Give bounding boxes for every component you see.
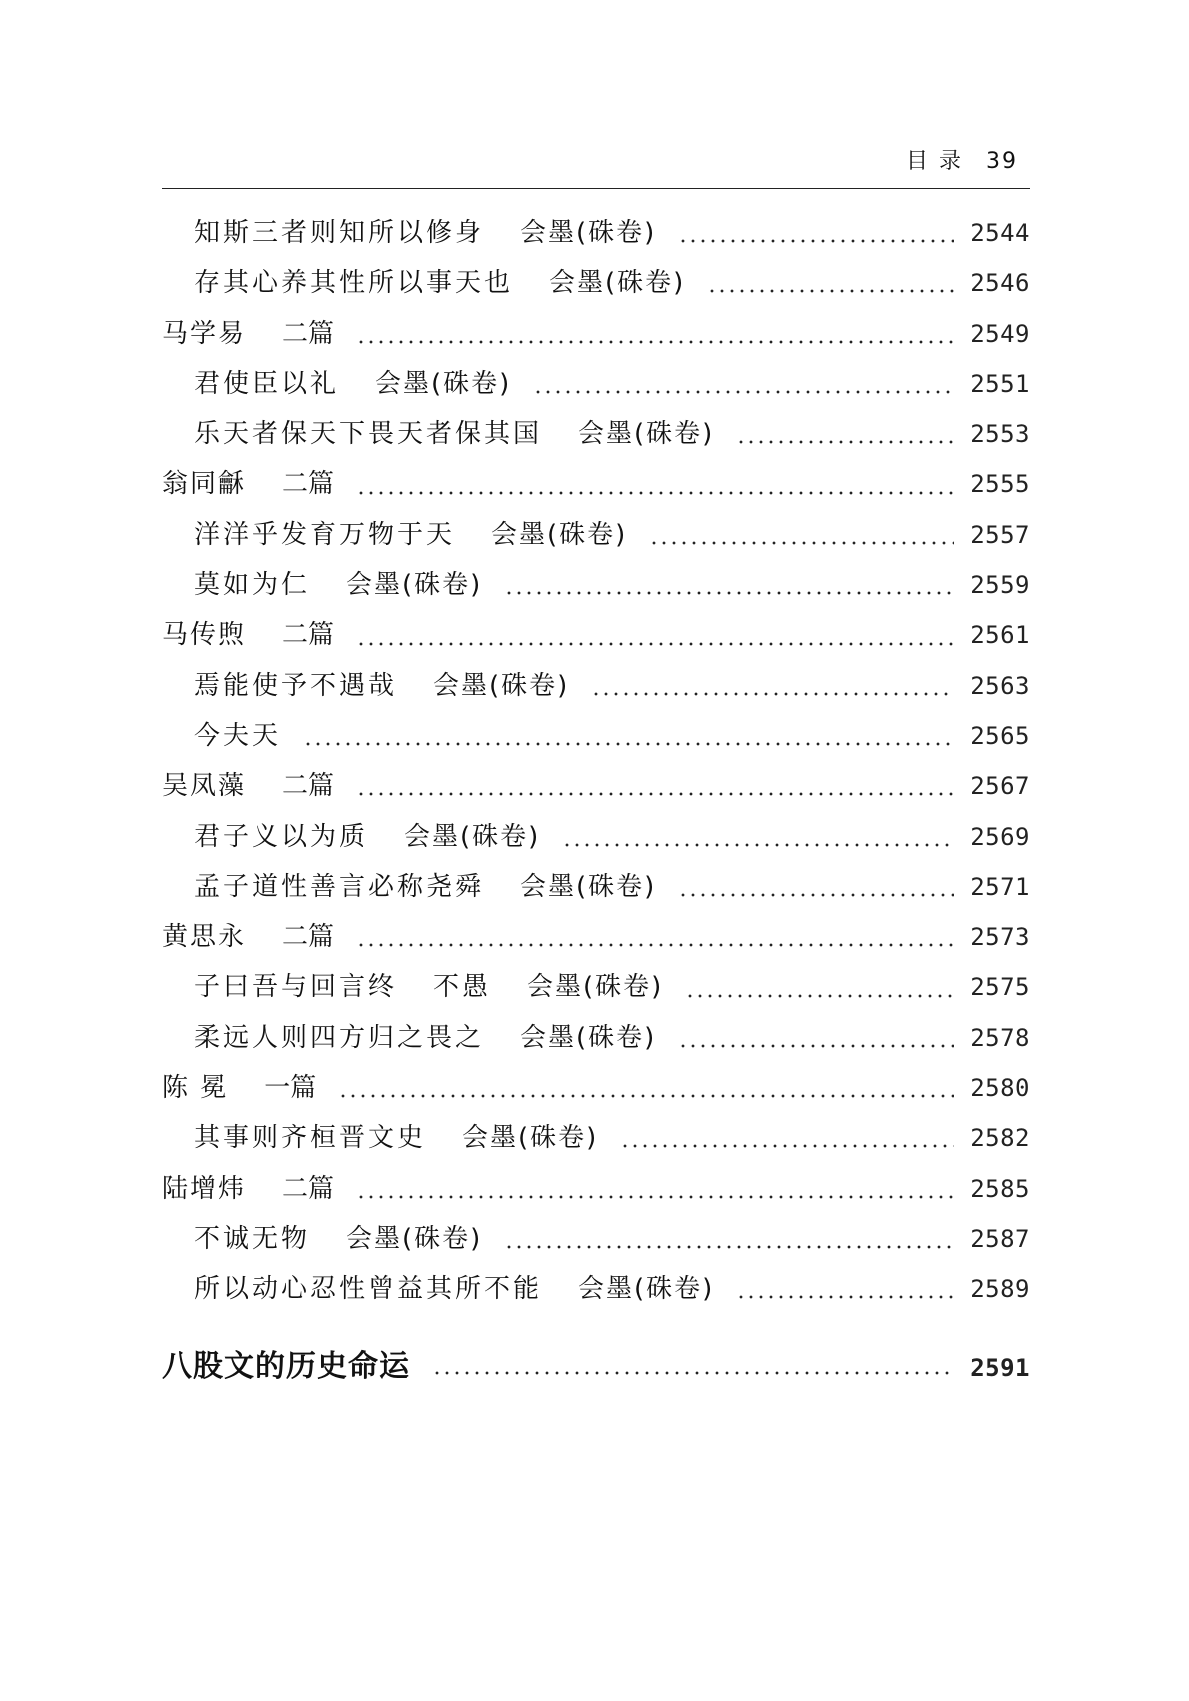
toc-entry-page: 2563 xyxy=(970,671,1030,700)
toc-entry-note: 会墨(硃卷) xyxy=(433,670,570,701)
running-header xyxy=(162,140,1030,189)
toc-subentry[interactable] xyxy=(162,363,1030,413)
toc-entry-page: 2561 xyxy=(970,621,1030,650)
dot-leader xyxy=(736,439,954,445)
toc-entry-count: 二篇 xyxy=(282,771,335,802)
dot-leader xyxy=(356,339,954,345)
toc-author-entry[interactable] xyxy=(162,1168,1030,1218)
dot-leader xyxy=(736,1294,954,1300)
dot-leader xyxy=(356,490,954,496)
toc-entry-count: 二篇 xyxy=(282,620,335,651)
toc-entry-title: 陈 冕 xyxy=(162,1073,229,1104)
header-text xyxy=(906,144,1018,175)
toc-entry-note: 会墨(硃卷) xyxy=(578,419,715,450)
toc-entry-note: 会墨(硃卷) xyxy=(346,1223,483,1254)
toc-entry-title: 子曰吾与回言终 xyxy=(194,972,398,1003)
toc-subentry[interactable] xyxy=(162,665,1030,715)
toc-subentry[interactable] xyxy=(162,413,1030,463)
toc-entry-count: 二篇 xyxy=(282,922,335,953)
dot-leader xyxy=(356,1194,954,1200)
dot-leader xyxy=(533,389,954,395)
toc-author-entry[interactable] xyxy=(162,313,1030,363)
toc-entry-title: 君使臣以礼 xyxy=(194,368,340,399)
toc-entry-count: 二篇 xyxy=(282,318,335,349)
toc-chapter-title: 八股文的历史命运 xyxy=(162,1348,410,1384)
header-section-title: 目 录 xyxy=(906,149,963,174)
toc-entry-page: 2565 xyxy=(970,721,1030,750)
toc-entry-page: 2559 xyxy=(970,571,1030,600)
toc-entry-page: 2546 xyxy=(970,269,1030,298)
toc-entry-title: 存其心养其性所以事天也 xyxy=(194,268,514,299)
toc-entry-page: 2585 xyxy=(970,1174,1030,1203)
toc-entry-page: 2582 xyxy=(970,1124,1030,1153)
toc-entry-title: 其事则齐桓晋文史 xyxy=(194,1123,427,1154)
dot-leader xyxy=(356,942,954,948)
dot-leader xyxy=(649,540,954,546)
toc-entry-title: 陆增炜 xyxy=(162,1173,247,1204)
dot-leader xyxy=(338,1093,954,1099)
toc-entry-note: 会墨(硃卷) xyxy=(527,972,664,1003)
toc-entry-title: 乐天者保天下畏天者保其国 xyxy=(194,419,543,450)
toc-author-entry[interactable] xyxy=(162,1067,1030,1117)
toc-entry-title: 莫如为仁 xyxy=(194,570,311,601)
dot-leader xyxy=(562,842,954,848)
dot-leader xyxy=(678,892,954,898)
toc-entry-page: 2555 xyxy=(970,470,1030,499)
toc-entry-title: 知斯三者则知所以修身 xyxy=(194,218,485,248)
toc-entry-extra: 不愚 xyxy=(433,972,492,1003)
toc-entry-page: 2578 xyxy=(970,1023,1030,1052)
toc-subentry[interactable] xyxy=(162,212,1030,262)
header-page-number: 39 xyxy=(986,149,1018,174)
toc-entry-title: 翁同龢 xyxy=(162,469,247,500)
dot-leader xyxy=(504,1244,954,1250)
toc-entry-page: 2567 xyxy=(970,772,1030,801)
toc-entry-page: 2557 xyxy=(970,520,1030,549)
toc-subentry[interactable] xyxy=(162,816,1030,866)
toc-entry-title: 今夫天 xyxy=(194,720,282,751)
toc-entry-note: 会墨(硃卷) xyxy=(462,1123,599,1154)
toc-subentry[interactable] xyxy=(162,966,1030,1016)
toc-author-entry[interactable] xyxy=(162,614,1030,664)
toc-entry-title: 不诚无物 xyxy=(194,1223,311,1254)
toc-entry-page: 2549 xyxy=(970,319,1030,348)
toc-entry-note: 会墨(硃卷) xyxy=(375,368,512,399)
dot-leader xyxy=(504,590,954,596)
table-of-contents xyxy=(162,212,1030,1397)
dot-leader xyxy=(356,791,954,797)
dot-leader xyxy=(685,993,954,999)
toc-entry-page: 2580 xyxy=(970,1074,1030,1103)
toc-entry-title: 吴凤藻 xyxy=(162,771,247,802)
toc-entry-count: 一篇 xyxy=(264,1073,317,1104)
toc-author-entry[interactable] xyxy=(162,765,1030,815)
toc-entry-note: 会墨(硃卷) xyxy=(520,218,657,248)
toc-subentry[interactable] xyxy=(162,1218,1030,1268)
toc-subentry[interactable] xyxy=(162,866,1030,916)
toc-entry-title: 马学易 xyxy=(162,318,247,349)
toc-entry-note: 会墨(硃卷) xyxy=(404,821,541,852)
toc-author-entry[interactable] xyxy=(162,916,1030,966)
toc-entry-page: 2589 xyxy=(970,1275,1030,1304)
toc-entry-note: 会墨(硃卷) xyxy=(346,570,483,601)
toc-entry-page: 2571 xyxy=(970,872,1030,901)
dot-leader xyxy=(707,288,954,294)
toc-entry-title: 柔远人则四方归之畏之 xyxy=(194,1022,485,1053)
toc-subentry[interactable] xyxy=(162,1017,1030,1067)
toc-entry-count: 二篇 xyxy=(282,469,335,500)
toc-entry-page: 2573 xyxy=(970,923,1030,952)
toc-entry-page: 2587 xyxy=(970,1224,1030,1253)
toc-entry-note: 会墨(硃卷) xyxy=(549,268,686,299)
toc-chapter-page: 2591 xyxy=(970,1353,1030,1382)
toc-entry-page: 2569 xyxy=(970,822,1030,851)
toc-subentry[interactable] xyxy=(162,564,1030,614)
dot-leader xyxy=(303,741,954,747)
toc-entry-page: 2551 xyxy=(970,369,1030,398)
toc-entry-title: 孟子道性善言必称尧舜 xyxy=(194,871,485,902)
toc-subentry[interactable] xyxy=(162,715,1030,765)
toc-subentry[interactable] xyxy=(162,1117,1030,1167)
toc-entry-title: 所以动心忍性曾益其所不能 xyxy=(194,1274,543,1305)
toc-entry-title: 洋洋乎发育万物于天 xyxy=(194,519,456,550)
toc-entry-page: 2544 xyxy=(970,219,1030,247)
dot-leader xyxy=(678,1043,954,1049)
toc-entry-title: 马传煦 xyxy=(162,620,247,651)
toc-entry-note: 会墨(硃卷) xyxy=(520,871,657,902)
toc-entry-page: 2575 xyxy=(970,973,1030,1002)
dot-leader xyxy=(432,1370,954,1376)
toc-entry-page: 2553 xyxy=(970,420,1030,449)
toc-chapter-entry[interactable] xyxy=(162,1341,1030,1397)
toc-author-entry[interactable] xyxy=(162,463,1030,513)
toc-subentry[interactable] xyxy=(162,262,1030,312)
toc-entry-title: 黄思永 xyxy=(162,922,247,953)
dot-leader xyxy=(591,691,954,697)
toc-entry-title: 君子义以为质 xyxy=(194,821,369,852)
toc-subentry[interactable] xyxy=(162,1268,1030,1318)
dot-leader xyxy=(356,641,954,647)
toc-subentry[interactable] xyxy=(162,514,1030,564)
toc-entry-count: 二篇 xyxy=(282,1173,335,1204)
toc-entry-note: 会墨(硃卷) xyxy=(491,519,628,550)
toc-entry-note: 会墨(硃卷) xyxy=(578,1274,715,1305)
dot-leader xyxy=(620,1143,954,1149)
toc-entry-title: 焉能使予不遇哉 xyxy=(194,670,398,701)
toc-entry-note: 会墨(硃卷) xyxy=(520,1022,657,1053)
dot-leader xyxy=(678,238,954,244)
